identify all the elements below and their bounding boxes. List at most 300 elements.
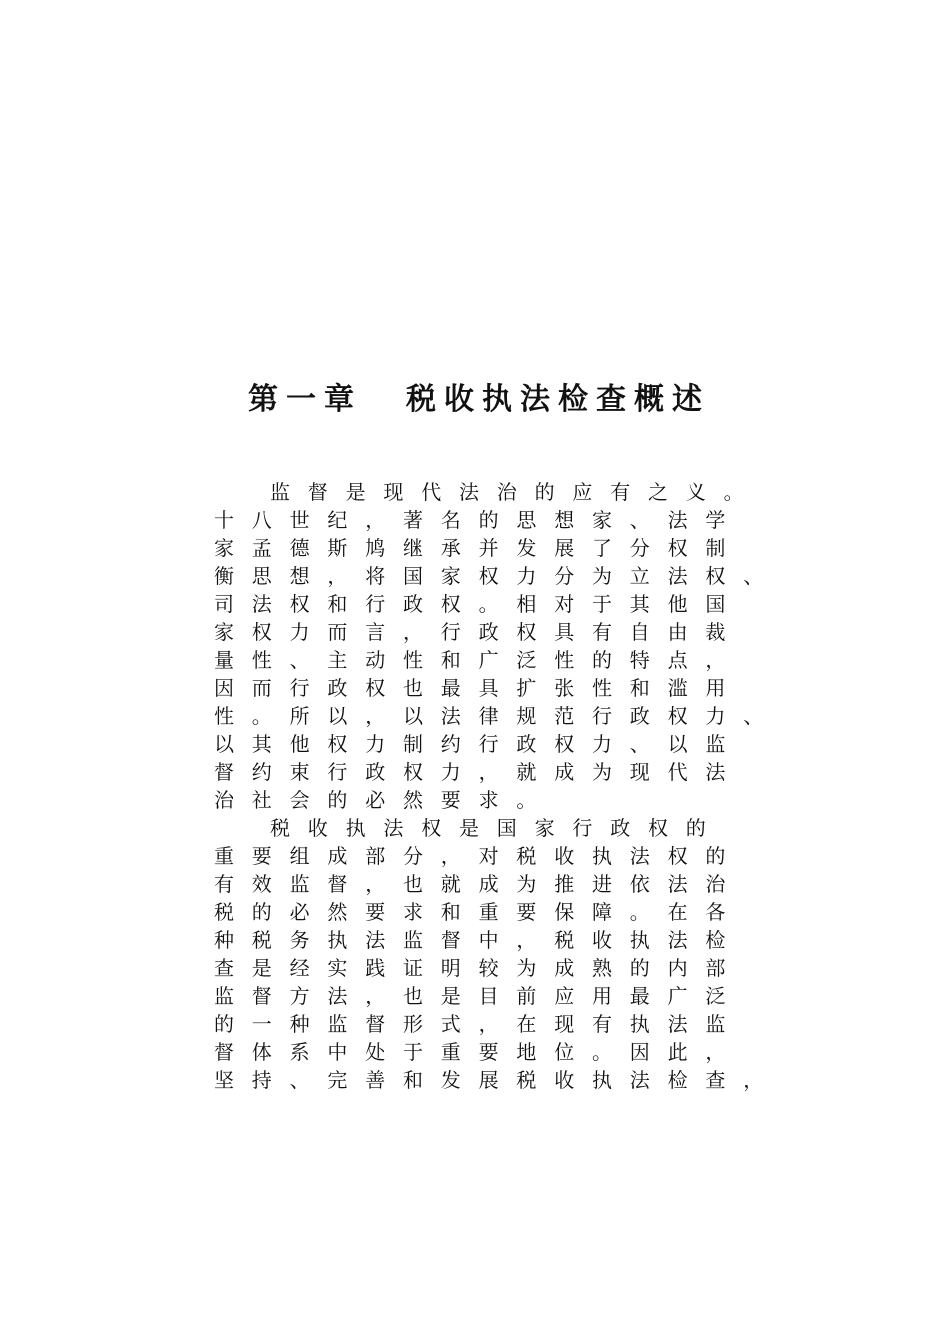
glyph: ， (327, 564, 348, 588)
glyph: 依 (629, 872, 650, 896)
glyph: 力 (365, 732, 386, 756)
glyph: 对 (478, 844, 499, 868)
glyph: 发 (516, 536, 537, 560)
glyph: 权 (667, 844, 688, 868)
glyph: 成 (327, 844, 348, 868)
glyph: 税 (270, 816, 290, 840)
glyph: 对 (554, 592, 575, 616)
glyph: 法 (629, 1068, 650, 1092)
glyph: 名 (440, 508, 461, 532)
glyph: 收 (554, 844, 575, 868)
glyph: 成 (554, 760, 575, 784)
glyph: 约 (251, 760, 272, 784)
glyph: 的 (534, 480, 555, 504)
glyph: 因 (214, 676, 234, 700)
glyph: 是 (440, 984, 461, 1008)
glyph: 执 (629, 1012, 650, 1036)
glyph: 监 (705, 1012, 726, 1036)
glyph: 国 (496, 816, 517, 840)
glyph: 法 (667, 1012, 688, 1036)
glyph: 和 (403, 1068, 423, 1092)
glyph: 、 (289, 648, 310, 672)
glyph: 证 (403, 956, 423, 980)
glyph: 思 (516, 508, 537, 532)
glyph: 完 (327, 1068, 348, 1092)
glyph: 言 (365, 620, 386, 644)
glyph: 要 (516, 900, 537, 924)
glyph: 想 (554, 508, 575, 532)
glyph: 的 (592, 648, 612, 672)
glyph: 。 (516, 788, 537, 812)
glyph: 社 (251, 788, 272, 812)
glyph: 家 (214, 620, 234, 644)
glyph: 行 (572, 816, 593, 840)
glyph: ， (478, 1012, 499, 1036)
glyph: 力 (516, 564, 537, 588)
glyph: ， (365, 508, 386, 532)
glyph: 也 (403, 676, 423, 700)
glyph: 督 (214, 760, 234, 784)
glyph: 法 (365, 928, 386, 952)
glyph: 应 (554, 984, 575, 1008)
glyph: 有 (592, 1012, 612, 1036)
text-line (212, 814, 772, 842)
text-line (212, 618, 772, 646)
glyph: 性 (251, 648, 272, 672)
glyph: 权 (478, 564, 499, 588)
glyph: 而 (327, 620, 348, 644)
glyph: 实 (327, 956, 348, 980)
text-line (212, 1038, 772, 1066)
glyph: 扩 (516, 676, 537, 700)
glyph: 监 (270, 480, 290, 504)
glyph: 法 (667, 928, 688, 952)
glyph: 思 (251, 564, 272, 588)
glyph: 检 (705, 928, 726, 952)
glyph: 税 (251, 928, 272, 952)
glyph: 善 (365, 1068, 386, 1092)
glyph: 以 (403, 704, 423, 728)
glyph: 分 (554, 564, 575, 588)
glyph: 斯 (327, 536, 348, 560)
glyph: 家 (534, 816, 555, 840)
glyph: 就 (440, 872, 461, 896)
text-line (212, 758, 772, 786)
glyph: 由 (667, 620, 688, 644)
glyph: 践 (365, 956, 386, 980)
glyph: 了 (592, 536, 612, 560)
glyph: 查 (705, 1068, 726, 1092)
glyph: 继 (403, 536, 423, 560)
glyph: 分 (629, 536, 650, 560)
glyph: 权 (403, 760, 423, 784)
glyph: 监 (214, 984, 234, 1008)
glyph: 督 (365, 1012, 386, 1036)
glyph: 因 (629, 1040, 650, 1064)
glyph: 求 (478, 788, 499, 812)
text-line (212, 982, 772, 1010)
glyph: 、 (629, 508, 650, 532)
glyph: 和 (440, 900, 461, 924)
glyph: 八 (251, 508, 272, 532)
glyph: ， (478, 760, 499, 784)
glyph: 、 (629, 732, 650, 756)
text-line (212, 534, 772, 562)
glyph: 发 (440, 1068, 461, 1092)
glyph: 明 (440, 956, 461, 980)
glyph: 所 (289, 704, 310, 728)
text-line (212, 590, 772, 618)
glyph: 进 (592, 872, 612, 896)
glyph: ， (705, 1040, 726, 1064)
glyph: 具 (478, 676, 499, 700)
glyph: 权 (705, 564, 726, 588)
glyph: 治 (214, 788, 234, 812)
glyph: 监 (327, 1012, 348, 1036)
glyph: 就 (516, 760, 537, 784)
glyph: 收 (592, 928, 612, 952)
text-line (212, 674, 772, 702)
glyph: 用 (705, 676, 726, 700)
glyph: 衡 (214, 564, 234, 588)
glyph: 检 (667, 1068, 688, 1092)
glyph: 范 (554, 704, 575, 728)
glyph: 动 (365, 648, 386, 672)
glyph: 法 (459, 480, 479, 504)
chapter-title: 税收执法检查概述 (406, 382, 710, 417)
glyph: 治 (496, 480, 517, 504)
glyph: 权 (516, 620, 537, 644)
glyph: 。 (723, 480, 744, 504)
glyph: 要 (440, 788, 461, 812)
glyph: 在 (667, 900, 688, 924)
glyph: 是 (251, 956, 272, 980)
glyph: 、 (743, 564, 764, 588)
glyph: 具 (554, 620, 575, 644)
glyph: 其 (629, 592, 650, 616)
glyph: 税 (516, 844, 537, 868)
glyph: 现 (629, 760, 650, 784)
glyph: 展 (478, 1068, 499, 1092)
glyph: 持 (251, 1068, 272, 1092)
glyph: 有 (592, 620, 612, 644)
glyph: 权 (421, 816, 442, 840)
glyph: 重 (478, 900, 499, 924)
glyph: 规 (516, 704, 537, 728)
glyph: 各 (705, 900, 726, 924)
glyph: ， (516, 928, 537, 952)
glyph: 要 (478, 1040, 499, 1064)
glyph: 用 (592, 984, 612, 1008)
glyph: 广 (478, 648, 499, 672)
glyph: 治 (705, 872, 726, 896)
glyph: 较 (478, 956, 499, 980)
glyph: 会 (289, 788, 310, 812)
glyph: 法 (440, 704, 461, 728)
glyph: 权 (365, 676, 386, 700)
glyph: 。 (592, 1040, 612, 1064)
glyph: 必 (289, 900, 310, 924)
glyph: 权 (667, 704, 688, 728)
glyph: 执 (345, 816, 366, 840)
glyph: 权 (289, 592, 310, 616)
glyph: 滥 (667, 676, 688, 700)
glyph: 义 (685, 480, 706, 504)
glyph: 而 (251, 676, 272, 700)
glyph: 、 (743, 704, 764, 728)
glyph: 种 (214, 928, 234, 952)
glyph: 权 (251, 620, 272, 644)
glyph: 分 (403, 844, 423, 868)
glyph: 有 (610, 480, 631, 504)
glyph: ， (365, 872, 386, 896)
text-line (212, 506, 772, 534)
glyph: 承 (440, 536, 461, 560)
glyph: 有 (214, 872, 234, 896)
glyph: 鸠 (365, 536, 386, 560)
glyph: 想 (289, 564, 310, 588)
glyph: 力 (289, 620, 310, 644)
glyph: 和 (440, 648, 461, 672)
glyph: 性 (214, 704, 234, 728)
glyph: 制 (705, 536, 726, 560)
glyph: 的 (251, 900, 272, 924)
glyph: 目 (478, 984, 499, 1008)
glyph: ， (403, 620, 423, 644)
glyph: 律 (478, 704, 499, 728)
glyph: 国 (705, 592, 726, 616)
glyph: 法 (327, 984, 348, 1008)
glyph: 效 (251, 872, 272, 896)
glyph: 督 (307, 480, 328, 504)
glyph: ， (365, 984, 386, 1008)
glyph: 要 (365, 900, 386, 924)
glyph: 系 (289, 1040, 310, 1064)
glyph: 泛 (516, 648, 537, 672)
glyph: 求 (403, 900, 423, 924)
glyph: 张 (554, 676, 575, 700)
glyph: 他 (667, 592, 688, 616)
glyph: 中 (327, 1040, 348, 1064)
glyph: 和 (629, 676, 650, 700)
glyph: 和 (327, 592, 348, 616)
glyph: 障 (592, 900, 612, 924)
glyph: 束 (289, 760, 310, 784)
glyph: 执 (327, 928, 348, 952)
glyph: 性 (592, 676, 612, 700)
glyph: 法 (251, 592, 272, 616)
glyph: 政 (478, 620, 499, 644)
glyph: 法 (667, 564, 688, 588)
glyph: 法 (667, 872, 688, 896)
glyph: 力 (592, 732, 612, 756)
glyph: 广 (667, 984, 688, 1008)
glyph: 行 (478, 732, 499, 756)
glyph: 泛 (705, 984, 726, 1008)
glyph: 司 (214, 592, 234, 616)
glyph: 量 (214, 648, 234, 672)
glyph: 执 (592, 1068, 612, 1092)
glyph: 一 (251, 1012, 272, 1036)
body-text (212, 478, 772, 1094)
glyph: 此 (667, 1040, 688, 1064)
glyph: ， (743, 1068, 764, 1092)
glyph: 于 (592, 592, 612, 616)
glyph: 代 (667, 760, 688, 784)
glyph: 成 (478, 872, 499, 896)
glyph: 政 (403, 592, 423, 616)
glyph: 在 (516, 1012, 537, 1036)
glyph: 地 (516, 1040, 537, 1064)
glyph: 部 (705, 956, 726, 980)
glyph: 。 (251, 704, 272, 728)
glyph: 政 (610, 816, 631, 840)
glyph: 法 (705, 760, 726, 784)
glyph: 执 (592, 844, 612, 868)
glyph: 之 (648, 480, 668, 504)
glyph: 以 (667, 732, 688, 756)
glyph: 性 (554, 648, 575, 672)
glyph: 务 (289, 928, 310, 952)
glyph: 法 (667, 508, 688, 532)
glyph: 点 (667, 648, 688, 672)
glyph: 督 (251, 984, 272, 1008)
glyph: 监 (289, 872, 310, 896)
glyph: 应 (572, 480, 593, 504)
glyph: 他 (289, 732, 310, 756)
glyph: 种 (289, 1012, 310, 1036)
glyph: 权 (648, 816, 668, 840)
glyph: 其 (251, 732, 272, 756)
text-line (212, 1066, 772, 1094)
glyph: 是 (459, 816, 479, 840)
glyph: 体 (251, 1040, 272, 1064)
glyph: 代 (421, 480, 442, 504)
glyph: 位 (554, 1040, 575, 1064)
glyph: 约 (440, 732, 461, 756)
text-line (212, 1010, 772, 1038)
glyph: 的 (327, 788, 348, 812)
text-line (212, 786, 772, 814)
glyph: 展 (554, 536, 575, 560)
glyph: 行 (327, 760, 348, 784)
glyph: 政 (365, 760, 386, 784)
glyph: 。 (629, 900, 650, 924)
glyph: 收 (554, 1068, 575, 1092)
glyph: 经 (289, 956, 310, 980)
glyph: 为 (516, 872, 537, 896)
paragraph (212, 814, 772, 1094)
glyph: 力 (440, 760, 461, 784)
glyph: 为 (516, 956, 537, 980)
glyph: 权 (667, 536, 688, 560)
glyph: 执 (629, 928, 650, 952)
glyph: 最 (440, 676, 461, 700)
glyph: 制 (403, 732, 423, 756)
glyph: 行 (592, 704, 612, 728)
glyph: 家 (440, 564, 461, 588)
glyph: ， (705, 648, 726, 672)
text-line (212, 842, 772, 870)
glyph: 形 (403, 1012, 423, 1036)
glyph: 方 (289, 984, 310, 1008)
glyph: 家 (592, 508, 612, 532)
glyph: 家 (214, 536, 234, 560)
glyph: 熟 (592, 956, 612, 980)
glyph: 行 (365, 592, 386, 616)
glyph: 特 (629, 648, 650, 672)
glyph: 式 (440, 1012, 461, 1036)
glyph: 十 (214, 508, 234, 532)
text-line (212, 646, 772, 674)
glyph: 税 (516, 1068, 537, 1092)
text-line (212, 562, 772, 590)
glyph: 的 (705, 844, 726, 868)
glyph: 的 (685, 816, 706, 840)
glyph: 行 (440, 620, 461, 644)
glyph: 坚 (214, 1068, 234, 1092)
glyph: 督 (440, 928, 461, 952)
glyph: 主 (327, 648, 348, 672)
text-line (212, 898, 772, 926)
text-line (212, 926, 772, 954)
glyph: 、 (289, 1068, 310, 1092)
glyph: 为 (592, 760, 612, 784)
glyph: 权 (554, 732, 575, 756)
glyph: 力 (705, 704, 726, 728)
glyph: 监 (705, 732, 726, 756)
text-line (212, 730, 772, 758)
glyph: 重 (214, 844, 234, 868)
chapter-heading (248, 374, 748, 418)
glyph: 以 (327, 704, 348, 728)
glyph: 也 (403, 984, 423, 1008)
glyph: 为 (592, 564, 612, 588)
glyph: 权 (327, 732, 348, 756)
glyph: 学 (705, 508, 726, 532)
glyph: 重 (440, 1040, 461, 1064)
glyph: 的 (478, 508, 499, 532)
glyph: 法 (629, 844, 650, 868)
glyph: 性 (403, 648, 423, 672)
glyph: 税 (554, 928, 575, 952)
glyph: 组 (289, 844, 310, 868)
glyph: 必 (365, 788, 386, 812)
glyph: 保 (554, 900, 575, 924)
glyph: 推 (554, 872, 575, 896)
glyph: 政 (327, 676, 348, 700)
glyph: ， (440, 844, 461, 868)
glyph: 政 (516, 732, 537, 756)
glyph: 纪 (327, 508, 348, 532)
glyph: 成 (554, 956, 575, 980)
glyph: 法 (383, 816, 404, 840)
glyph: ， (365, 704, 386, 728)
glyph: 。 (478, 592, 499, 616)
glyph: 前 (516, 984, 537, 1008)
glyph: 查 (214, 956, 234, 980)
glyph: 政 (629, 704, 650, 728)
glyph: 监 (403, 928, 423, 952)
glyph: 也 (403, 872, 423, 896)
glyph: 以 (214, 732, 234, 756)
glyph: 督 (327, 872, 348, 896)
glyph: 孟 (251, 536, 272, 560)
glyph: 然 (403, 788, 423, 812)
glyph: 立 (629, 564, 650, 588)
glyph: 于 (403, 1040, 423, 1064)
paragraph (212, 478, 772, 814)
